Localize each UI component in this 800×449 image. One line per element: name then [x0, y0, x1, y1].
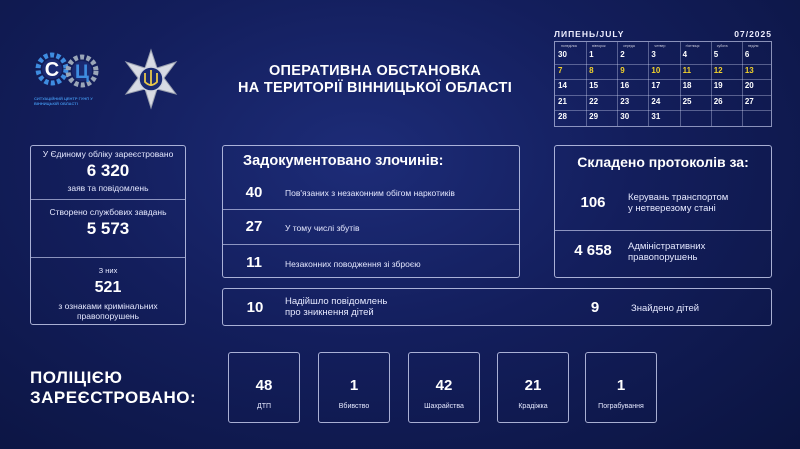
divider	[223, 209, 519, 210]
protocols-title: Складено протоколів за:	[577, 154, 749, 170]
calendar-header	[554, 29, 772, 39]
divider	[223, 244, 519, 245]
calendar-day: 23	[620, 96, 630, 106]
calendar-day: 2	[620, 50, 625, 59]
calendar-day: 5	[713, 50, 719, 59]
calendar-day: 30	[558, 50, 567, 59]
calendar-grid	[554, 41, 772, 127]
calendar-day: 19	[713, 81, 723, 90]
calendar-day: 25	[682, 96, 692, 106]
protocol-label-line2: у нетверезому стані	[628, 202, 716, 214]
calendar-weekday: четвер	[654, 44, 666, 48]
crime-label: Пов'язаних з незаконним обігом наркотиків	[285, 188, 455, 198]
missing-children-label	[285, 297, 387, 318]
protocol-label	[628, 242, 705, 263]
registered-sub: заяв та повідомлень	[67, 183, 149, 193]
calendar-day: 14	[558, 81, 567, 90]
calendar-day: 8	[589, 65, 594, 75]
calendar-period: 07/2025	[734, 29, 772, 39]
children-panel	[222, 288, 772, 326]
situation-center-logo-text: СИТУАЦІЙНИЙ ЦЕНТР ГУНП У ВІННИЦЬКІЙ ОБЛАСТІ	[34, 96, 93, 106]
calendar-row-divider	[555, 110, 771, 111]
calendar-day: 13	[744, 65, 754, 75]
missing-children-value: 10	[246, 299, 264, 316]
missing-children-label-line1: Надійшло повідомлень	[285, 296, 388, 307]
of-them-sub1: з ознаками кримінальних	[58, 301, 158, 311]
police-card	[228, 352, 300, 423]
police-card-label: Пограбування	[598, 403, 644, 410]
calendar-day: 20	[744, 81, 754, 90]
protocol-label-line1: Адміністративних	[628, 241, 706, 252]
calendar-day: 21	[558, 96, 567, 106]
police-card-label: Вбивство	[338, 403, 370, 410]
crimes-title: Задокументовано злочинів:	[243, 153, 444, 169]
tasks-value: 5 573	[86, 219, 130, 238]
police-badge-icon	[120, 48, 182, 110]
calendar-day: 24	[651, 96, 661, 106]
registered-label: У Єдиному обліку зареєстровано	[42, 149, 174, 159]
crime-label: Незаконних поводження зі зброєю	[285, 259, 421, 269]
calendar-col-divider	[617, 42, 618, 126]
police-title-line1: ПОЛІЦІЄЮ	[30, 368, 123, 387]
calendar-day: 10	[651, 65, 661, 75]
calendar-row-divider	[555, 79, 771, 80]
registered-value: 6 320	[86, 161, 130, 180]
calendar-day: 28	[558, 112, 567, 121]
calendar-weekday: понеділок	[561, 44, 578, 48]
calendar-day: 30	[620, 112, 630, 121]
calendar-col-divider	[711, 42, 712, 126]
police-card-value: 42	[435, 377, 453, 394]
police-card	[408, 352, 480, 423]
calendar-day: 1	[589, 50, 594, 59]
page-title	[210, 63, 540, 97]
calendar-col-divider	[648, 42, 649, 126]
calendar-day: 29	[589, 112, 599, 121]
calendar-day: 16	[620, 81, 630, 90]
calendar-row-divider	[555, 64, 771, 65]
calendar-day: 18	[682, 81, 692, 90]
calendar-day: 11	[682, 65, 692, 75]
situation-center-logo	[30, 47, 106, 107]
calendar-weekday: вівторок	[592, 44, 606, 48]
protocol-value: 4 658	[574, 242, 612, 259]
police-title-line2: ЗАРЕЄСТРОВАНО:	[30, 388, 197, 407]
calendar-day: 4	[682, 50, 688, 59]
police-card-label: Шахрайства	[424, 403, 464, 410]
of-them-label: З них	[98, 266, 118, 275]
calendar-day: 6	[744, 50, 750, 59]
svg-text:Ц: Ц	[75, 62, 89, 83]
calendar-month-label: ЛИПЕНЬ/JULY	[554, 29, 625, 39]
page-title-line1: ОПЕРАТИВНА ОБСТАНОВКА	[268, 63, 482, 79]
crime-value: 27	[245, 218, 263, 235]
police-card	[318, 352, 390, 423]
calendar-day: 31	[651, 112, 661, 121]
calendar-day: 15	[589, 81, 599, 90]
left-stats-panel	[30, 145, 186, 325]
of-them-sub2: правопорушень	[76, 311, 140, 321]
calendar-day: 3	[651, 50, 656, 59]
protocol-label	[628, 193, 728, 214]
divider	[555, 230, 771, 231]
calendar-col-divider	[742, 42, 743, 126]
calendar-col-divider	[680, 42, 681, 126]
found-children-label: Знайдено дітей	[631, 303, 700, 314]
police-card-value: 48	[255, 377, 273, 394]
divider	[31, 257, 185, 258]
calendar-day: 7	[558, 65, 563, 75]
calendar-weekday: неділя	[747, 44, 759, 48]
calendar-day: 26	[713, 96, 723, 106]
protocol-label-line1: Керувань транспортом	[628, 192, 729, 203]
protocol-value: 106	[580, 194, 606, 211]
svg-text:С: С	[44, 59, 60, 81]
protocols-panel	[554, 145, 772, 278]
calendar-weekday: субота	[716, 44, 728, 48]
police-registered-title	[30, 368, 196, 408]
calendar-day: 9	[620, 65, 625, 75]
calendar-day: 27	[744, 96, 754, 106]
police-card-label: Крадіжка	[518, 403, 548, 410]
calendar-weekday: п'ятниця	[685, 44, 700, 48]
crime-value: 11	[246, 254, 262, 271]
police-card	[497, 352, 569, 423]
calendar-weekday: середа	[623, 44, 635, 48]
calendar-day: 17	[651, 81, 661, 90]
calendar-day: 12	[713, 65, 723, 75]
police-card-value: 1	[616, 377, 626, 394]
calendar	[554, 29, 772, 127]
police-card-label: ДТП	[256, 403, 272, 410]
crime-label: У тому числі збутів	[285, 223, 360, 233]
page-title-line2: НА ТЕРИТОРІЇ ВІННИЦЬКОЇ ОБЛАСТІ	[237, 80, 513, 96]
divider	[31, 199, 185, 200]
missing-children-label-line2: про зникнення дітей	[285, 306, 374, 318]
crime-value: 40	[245, 184, 263, 201]
crimes-panel	[222, 145, 520, 278]
protocol-label-line2: правопорушень	[628, 251, 698, 263]
police-card-value: 21	[524, 377, 542, 394]
calendar-col-divider	[586, 42, 587, 126]
found-children-value: 9	[590, 299, 600, 316]
calendar-day: 22	[589, 96, 599, 106]
calendar-row-divider	[555, 95, 771, 96]
police-card	[585, 352, 657, 423]
tasks-label: Створено службових завдань	[49, 207, 167, 217]
police-card-value: 1	[349, 377, 359, 394]
of-them-value: 521	[94, 279, 122, 296]
